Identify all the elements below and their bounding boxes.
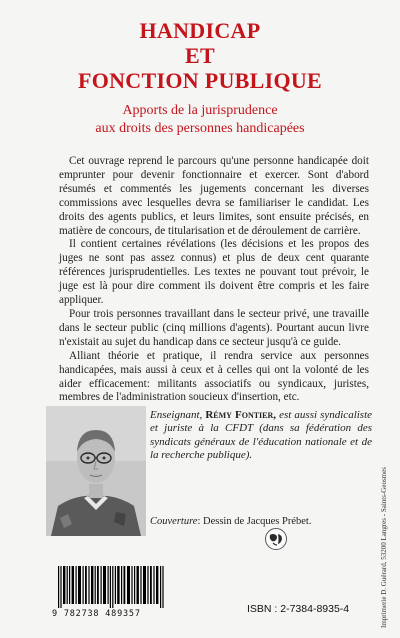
author-photo xyxy=(46,406,146,536)
title-line-1: HANDICAP xyxy=(139,18,261,43)
cover-credit xyxy=(150,516,311,527)
title-line-2: ET xyxy=(185,43,215,68)
globe-icon xyxy=(266,529,286,549)
description-paragraph-4: Alliant théorie et pratique, il rendra service aux personnes handicapées, mais aussi à ceux et à celles qui ont la volonté de les aider efficacement: militants associatifs ou syndicaux, juristes, membres de l'administration soucieux d'insertion, etc. xyxy=(59,349,369,404)
author-bio-rest: est aussi syndicaliste et juriste à la CFDT (dans sa fédération des syndicats généraux de l'éducation nationale et de la recherche publique). xyxy=(150,409,373,462)
cover-credit-label: Couverture xyxy=(150,516,198,527)
description-paragraph-1: Cet ouvrage reprend le parcours qu'une personne handicapée doit emprunter pour devenir fonctionnaire et exercer. Sont d'abord résumés et commentés les jugements concernant les diverses commissions avec lesquelles devra se familiariser le candidat. Les droits des agents publics, et leurs limites, sont ensuite précisés, en matière de concours, de titularisation et de déroulement de carrière. xyxy=(59,155,369,237)
author-bio xyxy=(150,409,372,463)
cover-credit-text: Dessin de Jacques Prébet. xyxy=(202,516,312,527)
publisher-logo-icon xyxy=(265,528,287,550)
subtitle-line-2: aux droits des personnes handicapées xyxy=(95,121,305,136)
author-bio-intro: Enseignant, xyxy=(150,409,203,421)
title-line-3: FONCTION PUBLIQUE xyxy=(77,68,323,93)
title-block xyxy=(0,18,400,138)
description-paragraph-2: Il contient certaines révélations (les décisions et les propos des juges ne sont pas assez connus) et plus de deux cent quarante références jurisprudentielles. Les textes ne pouvant tout prévoir, le juge est là pour dire comment ils doivent être compris et les faire appliquer. xyxy=(59,238,369,307)
barcode-digits: 9 782738 489357 xyxy=(52,609,141,619)
description-paragraph-3: Pour trois personnes travaillant dans le secteur privé, une travaille dans le secteur public (cinq millions d'agents). Pourtant aucun livre n'existait au sujet du handicap dans ce secteur jusqu'à ce guide. xyxy=(59,307,369,348)
author-portrait-image xyxy=(46,406,146,536)
isbn: ISBN : 2-7384-8935-4 xyxy=(247,603,350,615)
barcode xyxy=(56,566,166,608)
printer-credit: Imprimerie D. Guérard, 53200 Langres - Saints-Geosmes xyxy=(380,467,388,628)
description-text xyxy=(59,155,369,405)
cover-credit-separator: : xyxy=(197,516,201,527)
subtitle xyxy=(0,102,400,138)
subtitle-line-1: Apports de la jurisprudence xyxy=(122,103,278,118)
author-name: Rémy Fontier, xyxy=(205,409,277,421)
